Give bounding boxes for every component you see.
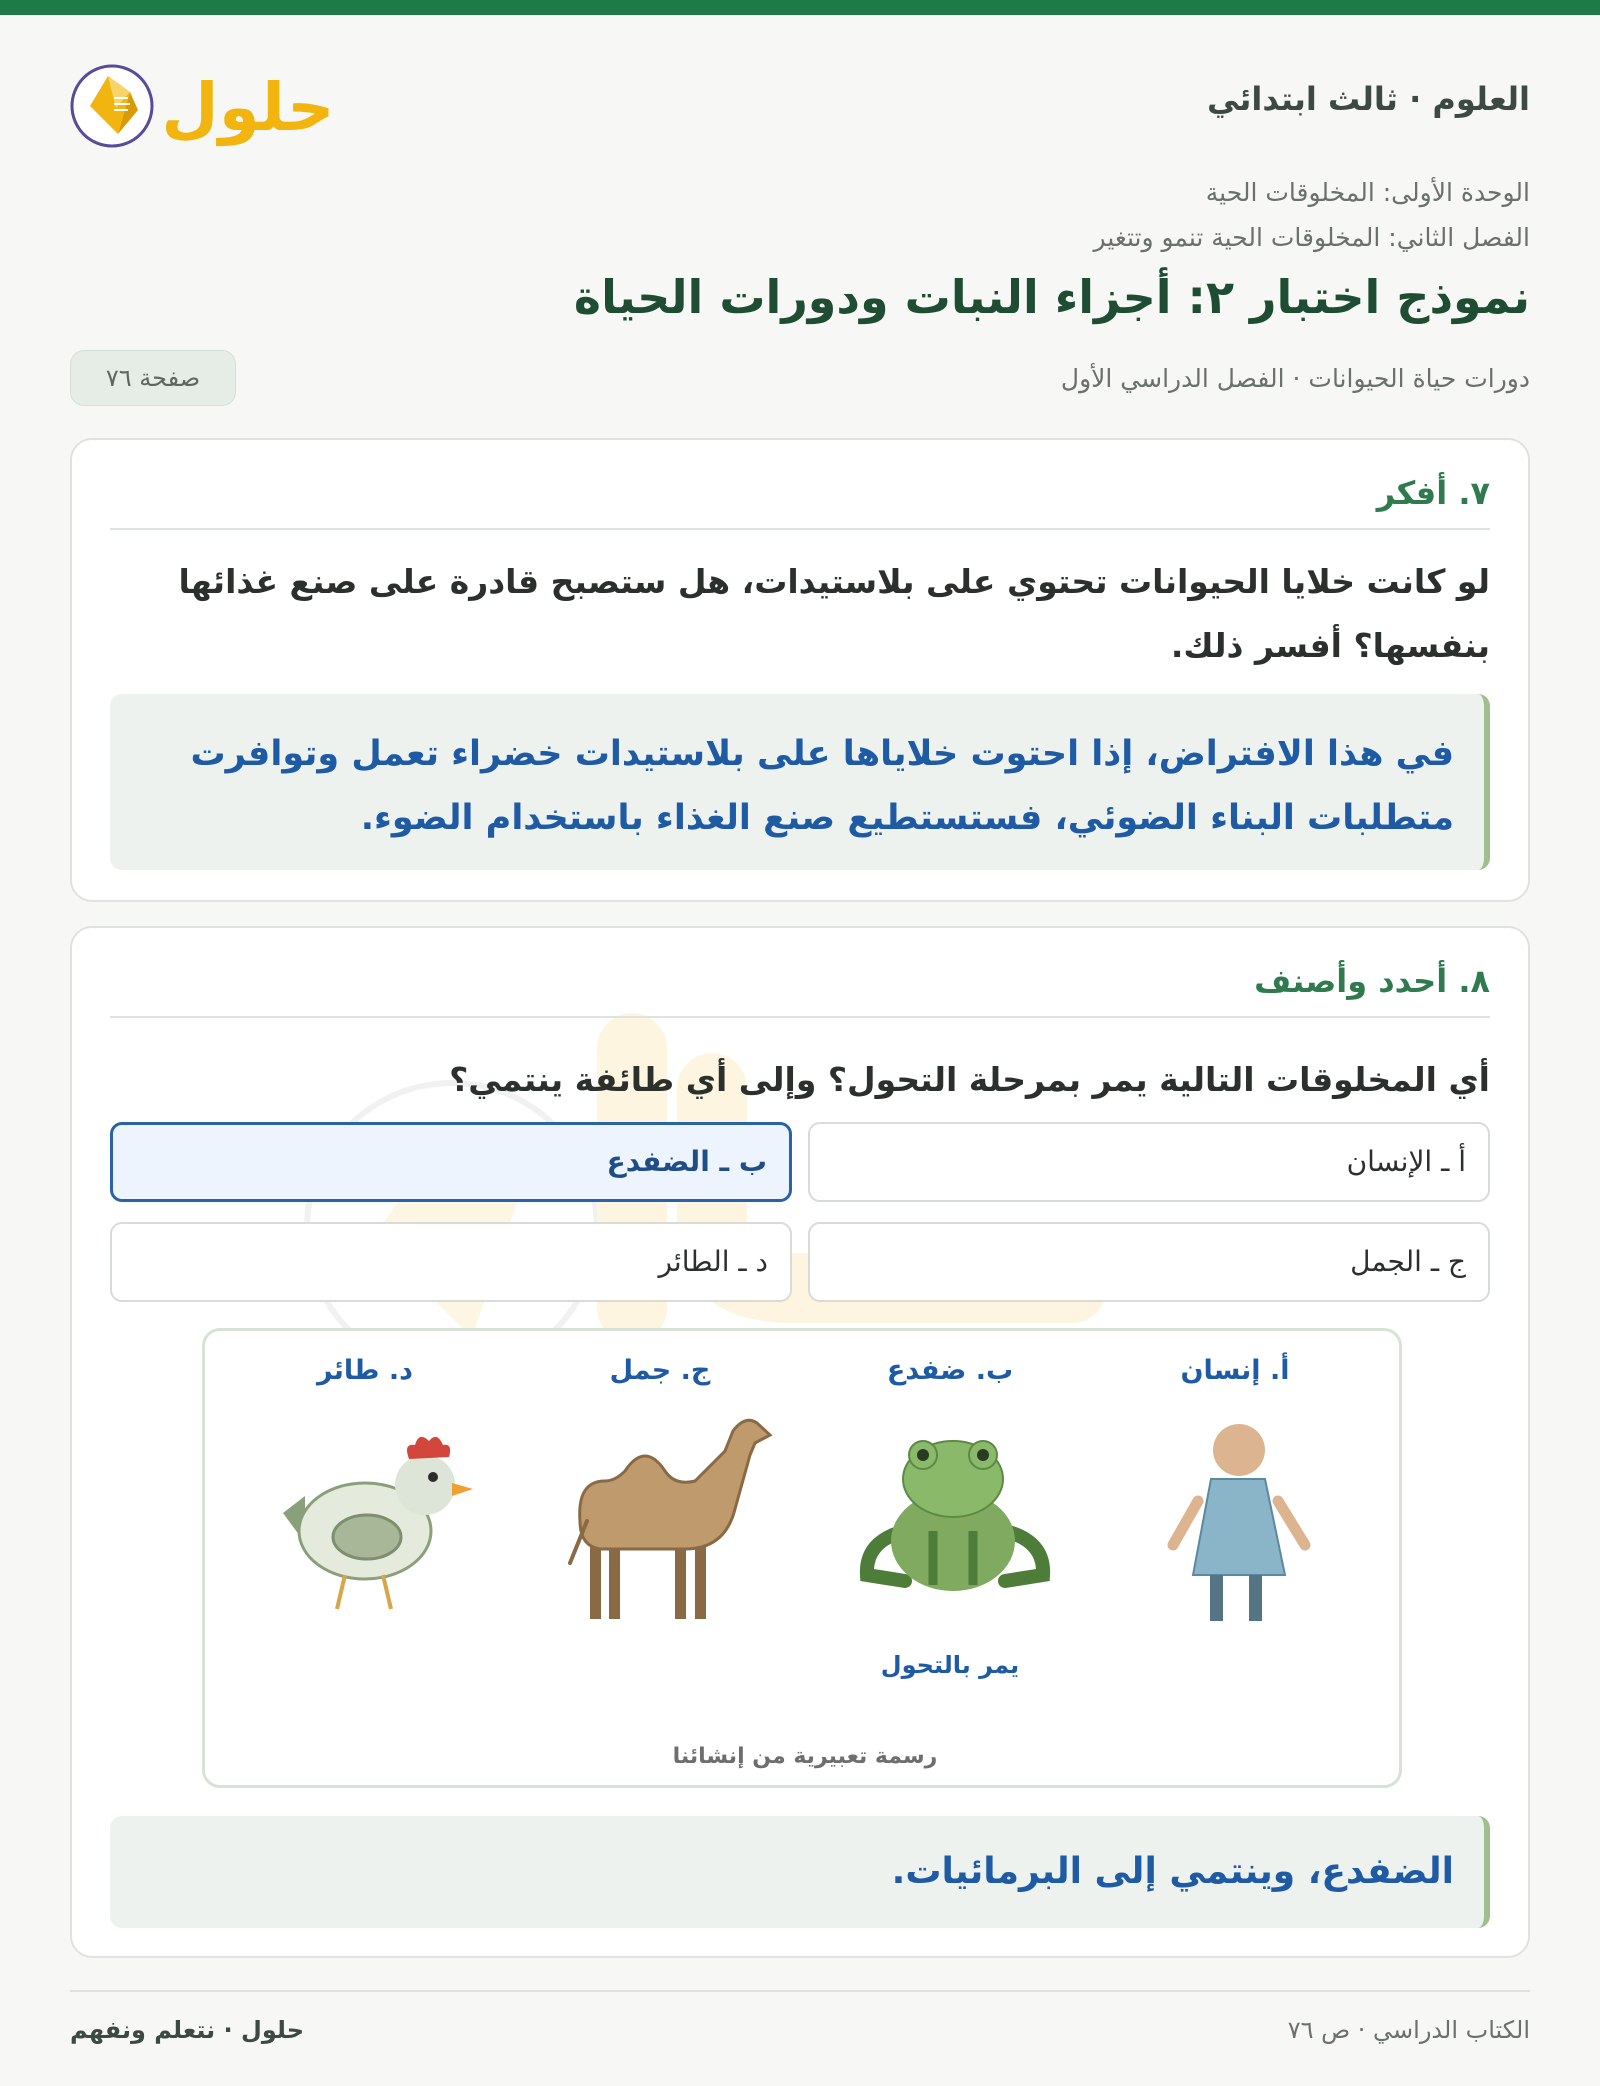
animals-illustration [202,1328,1402,1788]
question-8-heading: ٨. أحدد وأصنف [110,962,1490,1018]
page-number-badge: صفحة ٧٦ [70,350,236,406]
subject-grade: العلوم · ثالث ابتدائي [1206,80,1530,118]
footer-divider [70,1990,1530,1992]
label-bird: د. طائر [316,1355,414,1386]
unit-title: الوحدة الأولى: المخلوقات الحية [1205,178,1530,207]
frog-icon [867,1441,1043,1591]
label-camel: ج. جمل [609,1355,711,1386]
lesson-meta: دورات حياة الحيوانات · الفصل الدراسي الأول [1060,364,1530,393]
chapter-title: الفصل الثاني: المخلوقات الحية تنمو وتتغير [1093,223,1530,252]
footer-brand-slogan: حلول · نتعلم ونفهم [70,2016,304,2044]
top-accent-bar [0,0,1600,15]
option-b-frog-selected[interactable]: ب ـ الضفدع [110,1122,792,1202]
human-icon [1173,1424,1305,1621]
question-8-answer: الضفدع، وينتمي إلى البرمائيات. [110,1816,1490,1928]
page-title: نموذج اختبار ٢: أجزاء النبات ودورات الحياة [573,270,1530,324]
logo-text: حلول [161,69,335,146]
brand-logo[interactable] [68,48,338,158]
footer-book-reference: الكتاب الدراسي · ص ٧٦ [1287,2016,1530,2044]
logo-graphic [68,48,338,158]
question-8-text: أي المخلوقات التالية يمر بمرحلة التحول؟ وإلى أي طائفة ينتمي؟ [449,1060,1490,1099]
option-a-human[interactable]: أ ـ الإنسان [808,1122,1490,1202]
option-c-camel[interactable]: ج ـ الجمل [808,1222,1490,1302]
question-card-8 [70,926,1530,1958]
camel-icon [570,1420,770,1619]
label-human: أ. إنسان [1180,1355,1290,1386]
option-d-bird[interactable]: د ـ الطائر [110,1222,792,1302]
question-7-text: لو كانت خلايا الحيوانات تحتوي على بلاستيدات، هل ستصبح قادرة على صنع غذائها بنفسها؟ أفسر ذلك. [178,562,1490,665]
question-card-7 [70,438,1530,902]
illustration-caption: رسمة تعبيرية من إنشائنا [672,1744,938,1769]
bird-icon [283,1437,473,1609]
question-7-heading: ٧. أفكر [110,474,1490,530]
label-frog: ب. ضفدع [886,1355,1014,1386]
question-7-answer: في هذا الافتراض، إذا احتوت خلاياها على بلاستيدات خضراء تعمل وتوافرت متطلبات البناء الضوئي، فستستطيع صنع الغذاء باستخدام الضوء. [110,694,1490,870]
frog-metamorphosis-note: يمر بالتحول [880,1651,1020,1679]
